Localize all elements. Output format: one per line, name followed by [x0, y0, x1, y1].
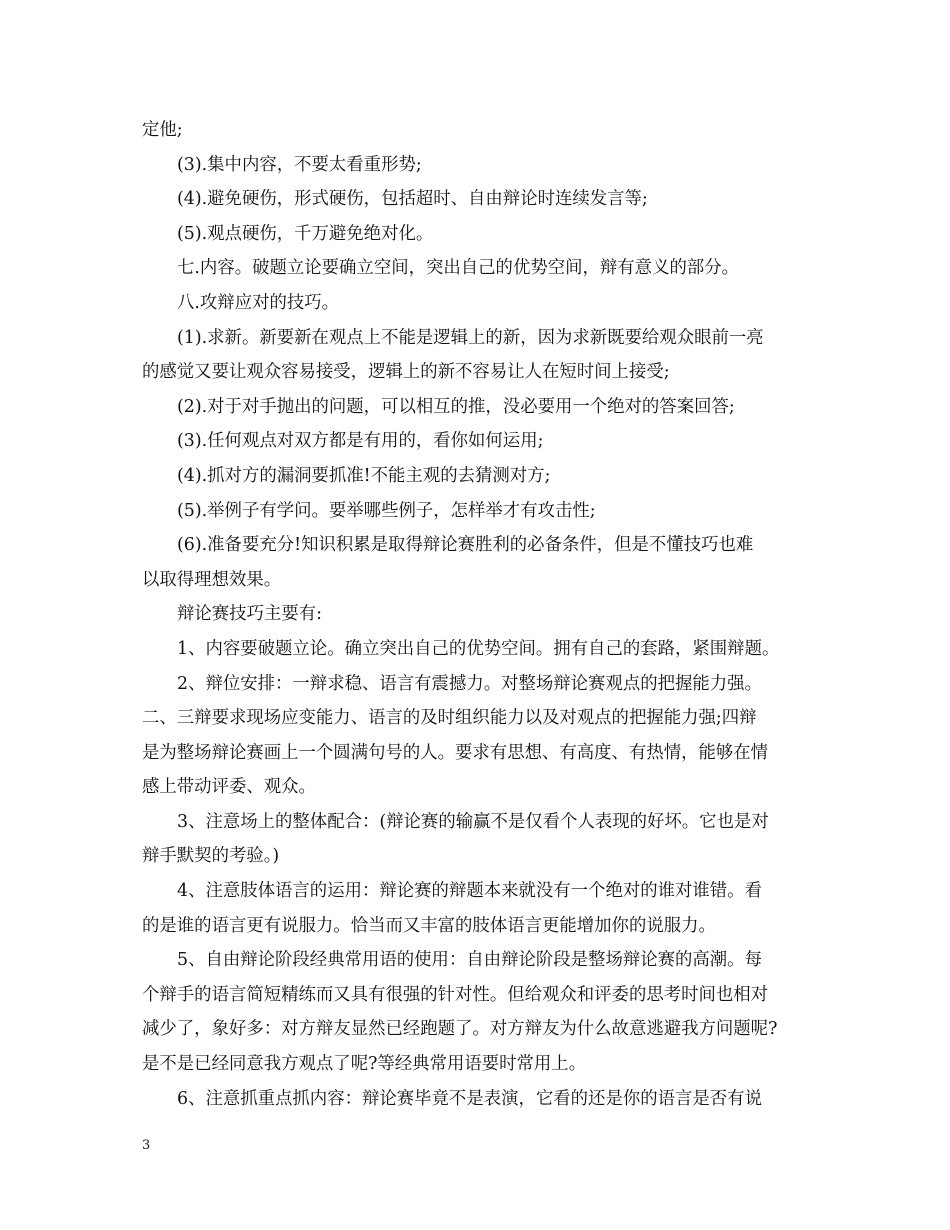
text-line: 以取得理想效果。 [142, 569, 282, 590]
text-line: 七.内容。破题立论要确立空间，突出自己的优势空间，辩有意义的部分。 [177, 258, 740, 279]
text-line: 1、内容要破题立论。确立突出自己的优势空间。拥有自己的套路，紧围辩题。 [177, 638, 780, 659]
text-line: (5).举例子有学问。要举哪些例子，怎样举才有攻击性; [177, 500, 596, 521]
text-line: (1).求新。新要新在观点上不能是逻辑上的新，因为求新既要给观众眼前一亮 [177, 327, 764, 348]
text-line: 辩论赛技巧主要有: [177, 604, 322, 625]
text-line: (4).避免硬伤，形式硬伤，包括超时、自由辩论时连续发言等; [177, 189, 648, 210]
text-line: 个辩手的语言简短精练而又具有很强的针对性。但给观众和评委的思考时间也相对 [142, 984, 769, 1005]
text-line: 减少了，象好多：对方辩友显然已经跑题了。对方辩友为什么故意逃避我方问题呢? [142, 1019, 778, 1040]
text-line: (4).抓对方的漏洞要抓准!不能主观的去猜测对方; [177, 465, 551, 486]
page-body [142, 113, 818, 1116]
text-line: 定他; [142, 120, 183, 140]
text-line: 是不是已经同意我方观点了呢?等经典常用语要时常用上。 [142, 1054, 587, 1075]
text-line: (5).观点硬伤，千万避免绝对化。 [177, 223, 434, 244]
text-line: 二、三辩要求现场应变能力、语言的及时组织能力以及对观点的把握能力强;四辩 [142, 708, 757, 729]
text-line: 八.攻辩应对的技巧。 [177, 292, 340, 313]
text-line: 6、注意抓重点抓内容：辩论赛毕竟不是表演，它看的还是你的语言是否有说 [177, 1088, 762, 1109]
page-number: 3 [142, 1138, 151, 1153]
text-line: 3、注意场上的整体配合：(辩论赛的输赢不是仅看个人表现的好坏。它也是对 [177, 811, 769, 832]
text-line: (3).集中内容，不要太看重形势; [177, 154, 422, 175]
text-line: 的是谁的语言更有说服力。恰当而又丰富的肢体语言更能增加你的说服力。 [142, 915, 716, 936]
text-line: 5、自由辩论阶段经典常用语的使用：自由辩论阶段是整场辩论赛的高潮。每 [177, 950, 762, 971]
text-line: (6).准备要充分!知识积累是取得辩论赛胜利的必备条件，但是不懂技巧也难 [177, 535, 754, 556]
text-line: 感上带动评委、观众。 [142, 777, 316, 798]
text-line: 是为整场辩论赛画上一个圆满句号的人。要求有思想、有高度、有热情，能够在情 [142, 742, 769, 763]
text-line: 2、辩位安排：一辩求稳、语言有震撼力。对整场辩论赛观点的把握能力强。 [177, 673, 762, 694]
text-line: 的感觉又要让观众容易接受，逻辑上的新不容易让人在短时间上接受; [142, 362, 670, 383]
text-line: 辩手默契的考验。) [142, 846, 280, 867]
text-line: 4、注意肢体语言的运用：辩论赛的辩题本来就没有一个绝对的谁对谁错。看 [177, 881, 762, 902]
text-line: (3).任何观点对双方都是有用的，看你如何运用; [177, 431, 544, 452]
text-line: (2).对于对手抛出的问题，可以相互的推，没必要用一个绝对的答案回答; [177, 396, 735, 417]
